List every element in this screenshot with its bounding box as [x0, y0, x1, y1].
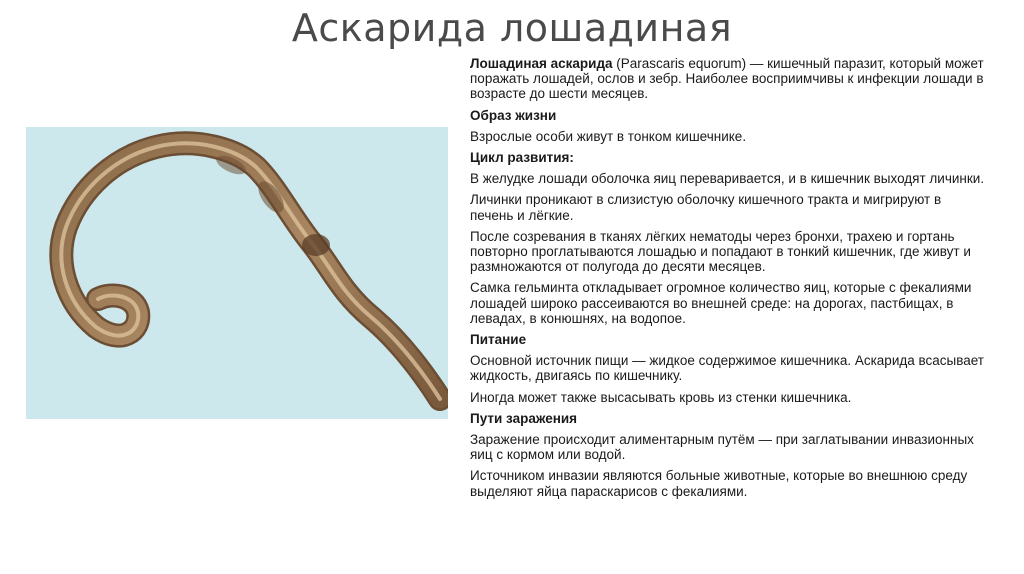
intro-rest: (Parascaris equorum) — кишечный паразит, который может поражать лошадей, ослов и зебр. Наиболее восприимчивы к инфекции лошади в возрасте до шести месяцев.	[470, 56, 984, 102]
cycle-paragraph-4: Самка гельминта откладывает огромное количество яиц, которые с фекалиями лошадей широко рассеиваются во внешней среде: на дорогах, пастбищах, в левадах, в конюшнях, на водопое.	[470, 280, 972, 326]
worm-illustration	[26, 127, 448, 419]
worm-drawing	[26, 127, 448, 419]
worm-organ	[302, 234, 330, 256]
nutrition-paragraph-2: Иногда может также высасывать кровь из стенки кишечника.	[470, 389, 852, 405]
cycle-paragraph-1: В желудке лошади оболочка яиц переваривается, и в кишечник выходят личинки.	[470, 171, 985, 187]
heading-nutrition: Питание	[470, 332, 527, 348]
infection-paragraph-2: Источником инвазии являются больные животные, которые во внешнюю среду выделяют яйца параскарисов с фекалиями.	[470, 468, 968, 499]
heading-infection: Пути заражения	[470, 410, 578, 426]
intro-term: Лошадиная аскарида	[470, 56, 613, 71]
heading-cycle: Цикл развития:	[470, 150, 574, 166]
heading-lifestyle: Образ жизни	[470, 107, 557, 123]
worm-body-outer	[61, 143, 440, 399]
cycle-paragraph-2: Личинки проникают в слизистую оболочку кишечного тракта и мигрируют в печень и лёгкие.	[470, 192, 942, 223]
worm-gut-line	[61, 143, 440, 399]
cycle-paragraph-3: После созревания в тканях лёгких нематоды через бронхи, трахею и гортань повторно проглатываются лошадью и попадают в тонкий кишечник, где живут и размножаются от полугода до десяти месяцев.	[470, 228, 971, 275]
description-text	[470, 56, 985, 505]
infection-paragraph-1: Заражение происходит алиментарным путём — при заглатывании инвазионных яиц с кормом или водой.	[470, 432, 974, 463]
intro-paragraph	[470, 56, 985, 102]
worm-body-fill	[61, 143, 440, 399]
lifestyle-paragraph: Взрослые особи живут в тонком кишечнике.	[470, 128, 747, 144]
nutrition-paragraph-1: Основной источник пищи — жидкое содержимое кишечника. Аскарида всасывает жидкость, двигаясь по кишечнику.	[470, 353, 984, 384]
slide-title: Аскарида лошадиная	[291, 6, 733, 50]
